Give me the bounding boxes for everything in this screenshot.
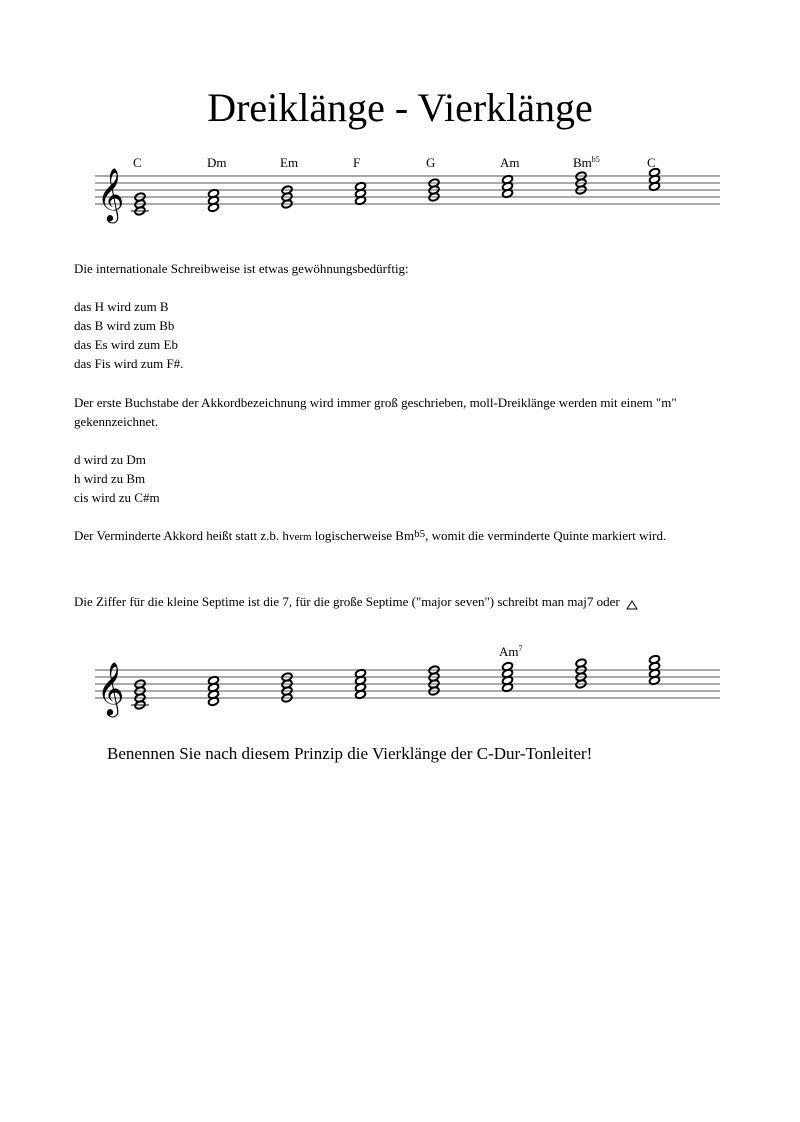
chord-label: Am [500, 155, 520, 170]
chord-label: Am$^7$ [499, 644, 523, 659]
chord-label: Em [280, 155, 299, 170]
chord [355, 669, 367, 700]
task-text: Benennen Sie nach diesem Prinzip die Vierklänge der C-Dur-Tonleiter! [107, 744, 593, 763]
examples-list [74, 450, 734, 507]
chord-label: G [426, 155, 436, 170]
chord [649, 655, 661, 686]
staff-seventh-chords [95, 640, 725, 720]
rules-list [74, 297, 734, 373]
list-item: das H wird zum B [74, 299, 169, 314]
chord [208, 676, 220, 707]
chord-label: C [133, 155, 142, 170]
paragraph-notation: Der erste Buchstabe der Akkordbezeichnung wird immer groß geschrieben, moll-Dreiklänge werden mit einem "m" gekennzeichnet. [74, 395, 677, 429]
list-item: h wird zu Bm [74, 471, 146, 486]
chord [208, 189, 220, 213]
chord [502, 662, 514, 693]
triangle-icon [626, 596, 638, 615]
chord-label: C [647, 155, 656, 170]
list-item: das B wird zum Bb [74, 318, 175, 333]
page-title: Dreiklänge - Vierklänge [207, 85, 593, 130]
chord-label: $Bm^{b5}$ [573, 155, 600, 170]
treble-clef-icon: 𝄞 [97, 167, 125, 221]
treble-clef-icon: 𝄞 [97, 661, 125, 715]
chord [502, 175, 514, 199]
staff-lines [95, 150, 725, 230]
chord-label: Dm [207, 155, 227, 170]
list-item: das Fis wird zum F#. [74, 356, 184, 371]
paragraph-seventh: Die Ziffer für die kleine Septime ist die 7, für die große Septime ("major seven") schreibt man maj7 oder [74, 592, 754, 611]
list-item: d wird zu Dm [74, 452, 146, 467]
paragraph-diminished: Der Verminderte Akkord heißt statt z.b. hverm logischerweise $Bm^{b5}$, womit die verminderte Quinte markiert wird. [74, 528, 667, 543]
list-item: das Es wird zum Eb [74, 337, 178, 352]
list-item: cis wird zu C#m [74, 490, 160, 505]
chord [355, 182, 367, 206]
staff-lines [95, 640, 725, 720]
chord [649, 168, 661, 192]
intro-text: Die internationale Schreibweise ist etwas gewöhnungsbedürftig: [74, 261, 409, 276]
staff-triads [95, 150, 725, 230]
chord-label: F [353, 155, 361, 170]
